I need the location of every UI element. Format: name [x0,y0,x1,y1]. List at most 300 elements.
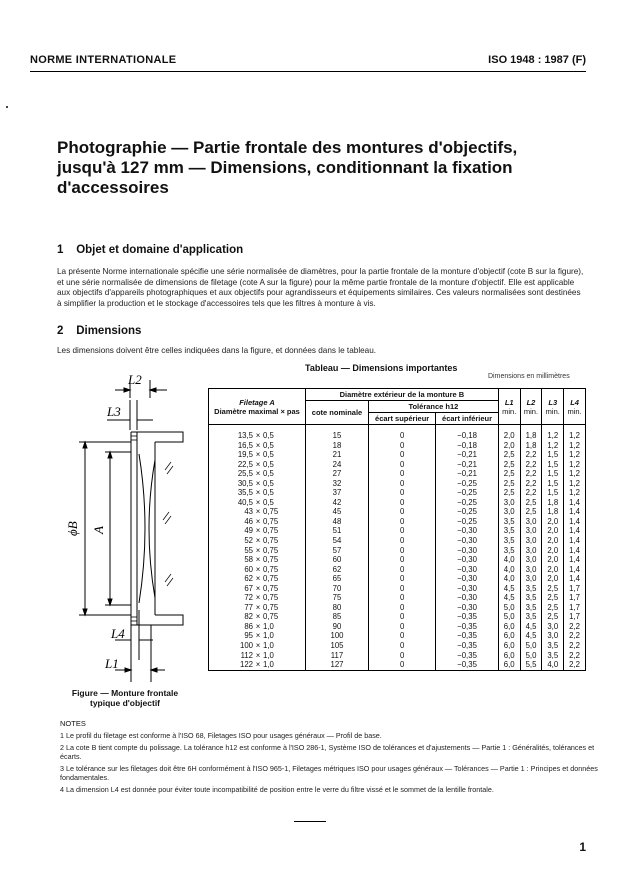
thread-cell [209,450,306,460]
thread-pitch: 0,75 [263,526,279,536]
times-sign: × [255,660,261,670]
thread-cell [209,631,306,641]
table-cell: 2,2 [564,622,586,632]
thread-cell [209,660,306,670]
table-cell: 2,5 [498,450,520,460]
table-cell: 1,5 [542,460,564,470]
table-cell: 0 [369,555,436,565]
table-cell: −0,25 [436,517,499,527]
table-cell: 3,5 [520,612,542,622]
table-cell: −0,30 [436,603,499,613]
section-1-number: 1 [57,244,64,256]
table-cell: 2,2 [564,651,586,661]
table-cell: 2,2 [520,488,542,498]
table-cell: 4,5 [520,622,542,632]
table-cell: 0 [369,536,436,546]
col-lower-header: écart inférieur [436,413,499,425]
thread-diameter: 16,5 [237,440,253,450]
thread-diameter: 95 [244,631,253,641]
table-cell: 2,2 [520,450,542,460]
table-cell: −0,30 [436,593,499,603]
table-cell: 90 [306,622,369,632]
thread-cell [209,498,306,508]
table-cell: 0 [369,603,436,613]
thread-pitch: 0,75 [263,612,279,622]
l1-label: L1 [504,397,514,407]
notes-list [60,731,600,797]
table-cell: 24 [306,460,369,470]
thread-diameter: 25,5 [237,469,253,479]
section-1-heading [57,244,243,256]
table-cell: 1,2 [542,441,564,451]
table-cell: 6,0 [498,631,520,641]
table-cell: 1,8 [542,507,564,517]
table-cell: 1,4 [564,555,586,565]
table-cell: 3,5 [498,536,520,546]
table-cell: 6,0 [498,651,520,661]
table-cell: −0,35 [436,631,499,641]
footer-rule [294,821,326,822]
times-sign: × [255,536,261,546]
thread-cell [209,574,306,584]
table-cell: 3,0 [520,565,542,575]
table-cell: 2,0 [498,425,520,441]
table-cell: 1,4 [564,526,586,536]
table-cell: 0 [369,425,436,441]
table-row [209,622,586,632]
table-cell: 4,0 [498,574,520,584]
times-sign: × [255,459,261,469]
table-cell: 1,7 [564,603,586,613]
thread-diameter: 112 [240,650,253,660]
table-row [209,584,586,594]
thread-cell [209,507,306,517]
dimensions-table [208,388,586,671]
table-cell: 62 [306,565,369,575]
thread-pitch: 1,0 [263,641,274,651]
table-row [209,546,586,556]
table-cell: 1,7 [564,584,586,594]
thread-pitch: 0,5 [263,497,274,507]
table-cell: 75 [306,593,369,603]
table-cell: 2,0 [498,441,520,451]
table-cell: 0 [369,441,436,451]
table-cell: 57 [306,546,369,556]
table-cell: 0 [369,622,436,632]
table-cell: −0,25 [436,479,499,489]
figure-caption: Figure — Monture frontale typique d'objectif [71,688,179,708]
table-cell: 15 [306,425,369,441]
table-cell: 2,5 [520,498,542,508]
l2-label: L2 [526,397,536,407]
thread-pitch: 0,75 [263,564,279,574]
table-cell: 1,2 [564,441,586,451]
thread-diameter: 19,5 [237,450,253,460]
label-l2: L2 [128,372,142,387]
table-cell: 2,0 [542,517,564,527]
table-cell: −0,30 [436,546,499,556]
table-cell: 2,2 [520,479,542,489]
table-caption: Tableau — Dimensions importantes [305,363,458,373]
table-cell: 4,0 [542,660,564,670]
table-cell: 2,2 [520,469,542,479]
table-cell: 3,5 [542,641,564,651]
table-cell: 2,5 [542,584,564,594]
note-item: 2 La cote B tient compte du polissage. La tolérance h12 est conforme à l'ISO 286-1, Système ISO de tolérances et d'ajustements — Partie 1 : Généralités, tolérances et écarts. [60,742,595,762]
thread-diameter: 100 [239,641,253,651]
times-sign: × [255,507,261,517]
table-cell: 1,4 [564,546,586,556]
thread-diameter: 43 [244,507,253,517]
thread-pitch: 0,5 [263,440,274,450]
table-cell: 1,8 [520,441,542,451]
table-cell: 60 [306,555,369,565]
document-title: Photographie — Partie frontale des montures d'objectifs, jusqu'à 127 mm — Dimensions, conditionnant la fixation d'accessoires [57,138,518,197]
table-cell: 1,8 [520,425,542,441]
table-cell: 1,4 [564,517,586,527]
times-sign: × [255,564,261,574]
table-cell: −0,30 [436,536,499,546]
table-cell: 0 [369,612,436,622]
table-cell: 100 [306,631,369,641]
times-sign: × [255,631,261,641]
table-cell: 2,5 [542,612,564,622]
thread-diameter: 30,5 [237,478,253,488]
table-cell: 5,0 [498,603,520,613]
table-cell: −0,18 [436,441,499,451]
table-row [209,479,586,489]
table-cell: 51 [306,526,369,536]
table-row [209,507,586,517]
table-row [209,660,586,670]
table-cell: 2,5 [542,593,564,603]
table-cell: −0,21 [436,460,499,470]
thread-pitch: 0,75 [263,602,279,612]
table-row [209,574,586,584]
table-cell: 4,0 [498,565,520,575]
table-row [209,555,586,565]
table-cell: 5,5 [520,660,542,670]
table-cell: −0,21 [436,450,499,460]
table-row [209,603,586,613]
section-1-text: La présente Norme internationale spécifie une série normalisée de diamètres, pour la partie frontale de la monture d'objectif (cote B sur la figure), et une série normalisée de dimensions de filetage (cote A sur la figure) pour la même partie frontale de la monture d'objectif. Elle est applicable aux objectifs d'appareils photographiques et aux objectifs pour agrandisseurs et équipements similaires. Ces valeurs normalisées sont destinées à simplifier la production et le stockage d'accessoires tels que les filtres à monture à vis. [57,267,584,308]
thread-diameter: 58 [244,555,253,565]
label-l1: L1 [105,656,119,671]
table-cell: 3,0 [498,498,520,508]
table-cell: 2,2 [564,660,586,670]
table-cell: 1,2 [542,425,564,441]
lens-mount-figure [55,370,205,688]
thread-diameter: 122 [239,660,253,670]
table-cell: 27 [306,469,369,479]
header-standard-type: NORME INTERNATIONALE [30,54,177,66]
table-cell: 2,0 [542,565,564,575]
note-item: 3 Le tolérance sur les filetages doit être 6H conformément à l'ISO 965-1, Filetages métriques ISO pour usages généraux — Tolérances — Partie 1 : Principes et données fondamentales. [60,763,598,783]
thread-pitch: 0,5 [263,431,274,440]
table-cell: 2,0 [542,536,564,546]
times-sign: × [255,621,261,631]
table-cell: 1,5 [542,469,564,479]
thread-pitch: 0,75 [263,583,279,593]
times-sign: × [255,431,261,440]
table-cell: −0,25 [436,488,499,498]
table-cell: 3,0 [520,546,542,556]
times-sign: × [255,497,261,507]
thread-cell [209,565,306,575]
table-cell: 0 [369,593,436,603]
table-cell: 0 [369,517,436,527]
table-cell: 4,5 [498,584,520,594]
section-2-text: Les dimensions doivent être celles indiquées dans la figure, et données dans le tableau. [57,346,377,355]
table-cell: 3,0 [520,536,542,546]
table-cell: 1,2 [564,450,586,460]
times-sign: × [255,602,261,612]
table-row [209,651,586,661]
col-nominal-header: cote nominale [306,401,369,425]
table-cell: 0 [369,651,436,661]
section-2-heading [57,325,141,337]
thread-diameter: 86 [244,621,253,631]
thread-cell [209,546,306,556]
col-l1-header [498,389,520,425]
col-upper-header: écart supérieur [369,413,436,425]
section-1-title: Objet et domaine d'application [76,244,244,256]
thread-cell [209,584,306,594]
table-cell: 0 [369,660,436,670]
thread-diameter: 46 [244,516,253,526]
section-2-number: 2 [57,325,64,337]
col-outer-diameter-header: Diamètre extérieur de la monture B [306,389,499,401]
thread-pitch: 0,75 [263,507,279,517]
thread-diameter: 49 [244,526,253,536]
thread-cell [209,536,306,546]
table-cell: 2,2 [564,641,586,651]
page-number: 1 [579,840,586,854]
table-cell: 3,0 [498,507,520,517]
table-cell: 48 [306,517,369,527]
thread-pitch: 1,0 [263,650,274,660]
thread-diameter: 55 [244,545,253,555]
table-cell: 127 [306,660,369,670]
col-tolerance-header: Tolérance h12 [369,401,499,413]
thread-cell [209,479,306,489]
table-row [209,612,586,622]
times-sign: × [255,612,261,622]
table-row [209,460,586,470]
times-sign: × [255,440,261,450]
table-cell: 6,0 [498,622,520,632]
thread-diameter: 82 [244,612,253,622]
thread-cell [209,622,306,632]
thread-cell [209,526,306,536]
table-cell: 1,4 [564,507,586,517]
times-sign: × [255,478,261,488]
table-cell: 117 [306,651,369,661]
table-cell: 32 [306,479,369,489]
table-cell: 2,0 [542,555,564,565]
times-sign: × [255,650,261,660]
thread-cell [209,603,306,613]
label-l4: L4 [111,626,125,641]
table-cell: 1,4 [564,498,586,508]
table-cell: 1,2 [564,460,586,470]
thread-pitch: 1,0 [263,631,274,641]
table-cell: 1,4 [564,565,586,575]
l2-min: min. [523,406,539,416]
label-l3: L3 [107,404,121,419]
label-phi-b: ϕB [65,521,80,536]
table-cell: 3,5 [498,526,520,536]
table-row [209,450,586,460]
table-row [209,469,586,479]
thread-diameter: 40,5 [237,497,253,507]
table-cell: 5,0 [520,641,542,651]
table-cell: 0 [369,488,436,498]
table-cell: 6,0 [498,660,520,670]
table-cell: 3,5 [498,517,520,527]
thread-pitch: 0,75 [263,555,279,565]
table-cell: 1,2 [564,469,586,479]
table-cell: −0,35 [436,660,499,670]
thread-pitch: 0,5 [263,478,274,488]
table-cell: 0 [369,641,436,651]
times-sign: × [255,516,261,526]
table-cell: 1,7 [564,593,586,603]
thread-pitch: 1,0 [263,621,274,631]
table-cell: 1,2 [564,479,586,489]
table-cell: 0 [369,498,436,508]
table-cell: 0 [369,565,436,575]
thread-diameter: 35,5 [237,488,253,498]
table-cell: 2,2 [564,631,586,641]
header-standard-number: ISO 1948 : 1987 (F) [488,54,586,66]
notes-heading: NOTES [60,719,86,728]
thread-cell [209,651,306,661]
thread-diameter: 72 [244,593,253,603]
thread-cell [209,425,306,441]
thread-cell [209,641,306,651]
table-row [209,631,586,641]
col-l3-header [542,389,564,425]
table-row [209,488,586,498]
times-sign: × [255,488,261,498]
table-cell: 2,5 [520,507,542,517]
table-cell: 0 [369,479,436,489]
thread-pitch: 0,5 [263,469,274,479]
table-cell: 2,0 [542,574,564,584]
thread-header-line1: Filetage A [239,397,275,407]
table-cell: 4,5 [498,593,520,603]
table-cell: −0,35 [436,651,499,661]
table-cell: 1,5 [542,450,564,460]
table-cell: 3,5 [498,546,520,556]
table-cell: 42 [306,498,369,508]
thread-pitch: 0,75 [263,545,279,555]
table-cell: 65 [306,574,369,584]
table-cell: 80 [306,603,369,613]
table-cell: 18 [306,441,369,451]
table-cell: 5,0 [520,651,542,661]
table-cell: 0 [369,546,436,556]
times-sign: × [255,574,261,584]
table-cell: 0 [369,584,436,594]
table-cell: 4,5 [520,631,542,641]
note-item: 4 La dimension L4 est donnée pour éviter toute incompatibilité de position entre le verre du filtre vissé et le sommet de la lentille frontale. [60,784,494,794]
table-cell: −0,35 [436,612,499,622]
table-cell: 3,5 [520,603,542,613]
table-cell: 3,0 [542,631,564,641]
table-cell: 0 [369,631,436,641]
table-cell: 3,0 [520,517,542,527]
header-rule [30,71,586,72]
table-cell: −0,25 [436,498,499,508]
table-row [209,593,586,603]
l3-label: L3 [548,397,558,407]
label-a: A [91,526,106,534]
table-cell: 21 [306,450,369,460]
table-cell: 37 [306,488,369,498]
times-sign: × [255,545,261,555]
table-row [209,526,586,536]
thread-cell [209,488,306,498]
table-cell: 2,0 [542,526,564,536]
table-cell: 3,5 [520,584,542,594]
table-cell: 70 [306,584,369,594]
thread-cell [209,517,306,527]
table-cell: −0,18 [436,425,499,441]
note-item: 1 Le profil du filetage est conforme à l'ISO 68, Filetages ISO pour usages généraux — Profil de base. [60,731,382,740]
thread-diameter: 77 [244,602,253,612]
table-cell: 3,0 [520,526,542,536]
table-cell: 1,5 [542,488,564,498]
thread-cell [209,441,306,451]
l4-label: L4 [570,397,579,407]
thread-cell [209,555,306,565]
thread-diameter: 67 [244,583,253,593]
l3-min: min. [545,406,560,416]
col-thread-header [209,389,306,425]
thread-pitch: 1,0 [263,660,274,670]
table-cell: 1,4 [564,536,586,546]
table-cell: 3,0 [542,622,564,632]
thread-diameter: 22,5 [237,459,253,469]
table-cell: 6,0 [498,641,520,651]
times-sign: × [255,469,261,479]
thread-pitch: 0,75 [263,516,279,526]
table-cell: 4,0 [498,555,520,565]
table-cell: −0,35 [436,622,499,632]
table-row [209,641,586,651]
table-cell: −0,30 [436,555,499,565]
table-cell: −0,25 [436,507,499,517]
l4-min: min. [567,406,582,416]
thread-diameter: 13,5 [237,431,253,440]
table-cell: −0,30 [436,526,499,536]
table-cell: 2,5 [498,479,520,489]
thread-pitch: 0,75 [263,536,279,546]
table-cell: 1,5 [542,479,564,489]
table-row [209,441,586,451]
table-cell: 2,5 [498,469,520,479]
section-2-title: Dimensions [76,325,142,337]
times-sign: × [255,593,261,603]
table-cell: 0 [369,507,436,517]
thread-diameter: 62 [244,574,253,584]
l1-min: min. [502,406,517,416]
table-cell: 2,5 [542,603,564,613]
thread-pitch: 0,5 [263,488,274,498]
table-cell: 2,5 [498,460,520,470]
